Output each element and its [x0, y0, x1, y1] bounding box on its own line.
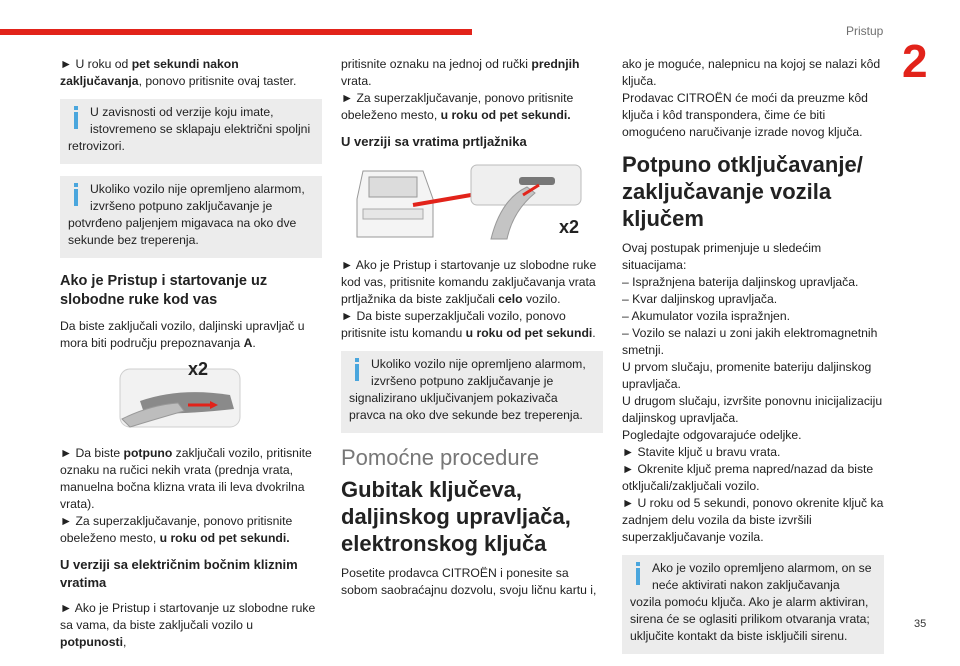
text-paragraph: Pogledajte odgovarajuće odeljke. [622, 428, 802, 442]
x2-label: x2 [559, 217, 580, 237]
info-box: Ukoliko vozilo nije opremljeno alarmom, izvršeno potpuno zaključavanje je potvrđeno paljenjem migavaca na oko dve sekunde bez treperenja. [60, 176, 322, 258]
column-1 [60, 56, 322, 660]
column-3 [622, 56, 884, 666]
list-item: – Vozilo se nalazi u zoni jakih elektromagnetnih smetnji. [622, 326, 878, 357]
door-handle-illustration [60, 361, 322, 433]
subheading: Gubitak ključeva, daljinskog upravljača, elektronskog ključa [341, 477, 571, 556]
text-paragraph: Ovaj postupak primenjuje u sledećim situacijama: [622, 241, 822, 272]
list-item: ► U roku od 5 sekundi, ponovo okrenite ključ ka zadnjem delu vozila da biste izvršili superzaključavanje vozila. [622, 496, 884, 544]
text-paragraph: Prodavac CITROËN će moći da preuzme kôd ključa i kôd transpondera, čime će biti omogućeno naručivanje izrade novog ključa. [622, 91, 868, 139]
text-paragraph: ► Da biste potpuno zaključali vozilo, pritisnite oznaku na ručici nekih vrata (prednja vrata, manuelna bočna klizna vrata ili leva dvokrilna vrata). ► Za superzaključavanje, ponovo pritisnite obeleženo mesto, u roku od pet sekundi. [60, 446, 312, 545]
info-icon [68, 183, 84, 207]
subheading: U verziji sa vratima prtljažnika [341, 134, 527, 149]
text-paragraph: ► Ako je Pristup i startovanje uz slobodne ruke sa vama, da biste zaključali vozilo u potpunosti, [60, 601, 316, 649]
text-paragraph: ► Ako je Pristup i startovanje uz slobodne ruke kod vas, pritisnite komandu zaključavanja vrata prtljažnika da biste zaključali celo vozilo. ► Da biste superzaključali vozilo, ponovo pritisnite istu komandu u roku od pet sekundi. [341, 258, 597, 340]
list-item: – Ispražnjena baterija daljinskog upravljača. [622, 275, 859, 289]
column-2 [341, 56, 603, 608]
list-item: ► Okrenite ključ prema napred/nazad da biste otključali/zaključali vozilo. [622, 462, 874, 493]
text-paragraph: U drugom slučaju, izvršite ponovnu inicijalizaciju daljinskog upravljača. [622, 394, 883, 425]
step-list [622, 444, 884, 546]
subheading: U verziji sa električnim bočnim kliznim vratima [60, 557, 298, 590]
header-red-bar [0, 29, 472, 35]
tailgate-illustration [341, 159, 603, 245]
subheading: Potpuno otključavanje/ zaključavanje vozila ključem [622, 152, 863, 231]
info-icon [349, 358, 365, 382]
text-paragraph: Posetite prodavca CITROËN i ponesite sa sobom saobraćajnu dozvolu, svoju ličnu kartu i, [341, 566, 597, 597]
info-icon [630, 562, 646, 586]
text-paragraph: U prvom slučaju, promenite bateriju daljinskog upravljača. [622, 360, 872, 391]
x2-label: x2 [188, 359, 209, 379]
list-item: – Kvar daljinskog upravljača. [622, 292, 778, 306]
info-icon [68, 106, 84, 130]
subheading: Ako je Pristup i startovanje uz slobodne ruke kod vas [60, 273, 268, 308]
page-number: 35 [914, 618, 927, 630]
situation-list [622, 274, 884, 359]
text-paragraph: ► U roku od pet sekundi nakon zaključavanja, ponovo pritisnite ovaj taster. [60, 57, 297, 88]
section-title-header: Pristup [846, 24, 884, 38]
section-heading: Pomoćne procedure [341, 445, 540, 470]
list-item: ► Stavite ključ u bravu vrata. [622, 445, 781, 459]
chapter-number: 2 [902, 35, 928, 87]
info-box: Ukoliko vozilo nije opremljeno alarmom, izvršeno potpuno zaključavanje je signalizirano uključivanjem pokazivača pravca na oko dve sekunde bez treperenja. [341, 351, 603, 433]
text-paragraph: pritisnite oznaku na jednoj od ručki prednjih vrata. ► Za superzaključavanje, ponovo pritisnite obeleženo mesto, u roku od pet sekundi. [341, 57, 580, 122]
text-paragraph: Da biste zaključali vozilo, daljinski upravljač u mora biti području prepoznavanja A. [60, 319, 305, 350]
info-box: Ako je vozilo opremljeno alarmom, on se neće aktivirati nakon zaključavanja vozila pomoću ključa. Ako je alarm aktiviran, sirena će se oglasiti prilikom otvaranja vrata; uključite kontakt da biste isključili sirenu. [622, 555, 884, 654]
text-paragraph: ako je moguće, nalepnicu na kojoj se nalazi kôd ključa. [622, 57, 881, 88]
info-box: U zavisnosti od verzije koju imate, istovremeno se sklapaju električni spoljni retrovizori. [60, 99, 322, 164]
list-item: – Akumulator vozila ispražnjen. [622, 309, 790, 323]
